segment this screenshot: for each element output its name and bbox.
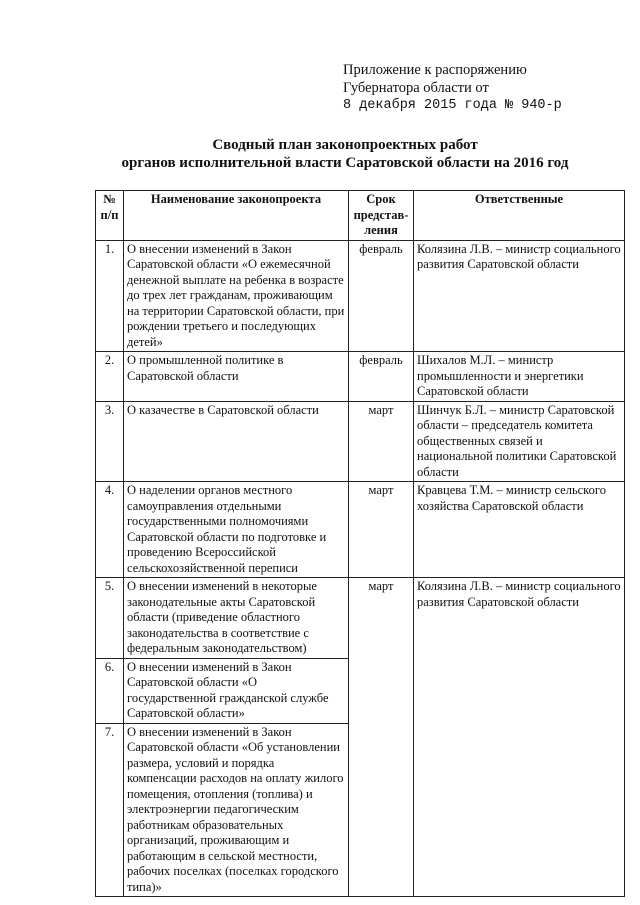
header-num: № п/п	[96, 191, 124, 241]
row-term: февраль	[349, 240, 414, 352]
header-name: Наименование законопроекта	[124, 191, 349, 241]
row-term: февраль	[349, 352, 414, 402]
plan-table	[95, 190, 625, 897]
table-row	[96, 401, 625, 482]
title-line-1: Сводный план законопроектных работ	[212, 137, 478, 153]
row-term: март	[349, 482, 414, 578]
header-resp: Ответственные	[414, 191, 625, 241]
row-name: О внесении изменений в Закон Саратовской области «Об установлении размера, условий и порядка компенсации расходов на оплату жилого помещения, отопления (топлива) и электроэнергии педагогическим работникам образовательных организаций, проживающим и работающим в сельской местности, рабочих поселках (поселках городского типа)»	[124, 723, 349, 897]
header-term: Срок представ-ления	[349, 191, 414, 241]
row-name: О наделении органов местного самоуправления отдельными государственными полномочиями Саратовской области по подготовке и проведению Всероссийской сельскохозяйственной переписи	[124, 482, 349, 578]
row-num: 4.	[96, 482, 124, 578]
row-name: О промышленной политике в Саратовской области	[124, 352, 349, 402]
row-resp: Шихалов М.Л. – министр промышленности и энергетики Саратовской области	[414, 352, 625, 402]
row-num: 7.	[96, 723, 124, 897]
row-name: О внесении изменений в Закон Саратовской области «О государственной гражданской службе Саратовской области»	[124, 658, 349, 723]
table-header-row	[96, 191, 625, 241]
table-row	[96, 240, 625, 352]
row-num: 1.	[96, 240, 124, 352]
table-row	[96, 578, 625, 659]
document-title	[60, 136, 630, 172]
row-num: 2.	[96, 352, 124, 402]
row-name: О внесении изменений в Закон Саратовской области «О ежемесячной денежной выплате на ребенка в возрасте до трех лет гражданам, проживающим на территории Саратовской области, при рождении третьего и последующих детей»	[124, 240, 349, 352]
row-num: 6.	[96, 658, 124, 723]
row-resp: Шинчук Б.Л. – министр Саратовской области – председатель комитета общественных связей и национальной политики Саратовской области	[414, 401, 625, 482]
row-name: О казачестве в Саратовской области	[124, 401, 349, 482]
row-resp: Колязина Л.В. – министр социального развития Саратовской области	[414, 240, 625, 352]
row-name: О внесении изменений в некоторые законодательные акты Саратовской области (приведение областного законодательства в соответствие с федеральным законодательством)	[124, 578, 349, 659]
row-resp: Колязина Л.В. – министр социального развития Саратовской области	[414, 578, 625, 897]
row-num: 3.	[96, 401, 124, 482]
title-line-2: органов исполнительной власти Саратовской области на 2016 год	[121, 155, 569, 171]
appendix-line-2: Губернатора области от	[343, 80, 489, 96]
table-row	[96, 482, 625, 578]
table-row	[96, 352, 625, 402]
row-term: март	[349, 401, 414, 482]
row-term: март	[349, 578, 414, 897]
appendix-line-3: 8 декабря 2015 года № 940-р	[343, 98, 562, 113]
appendix-header	[343, 61, 633, 115]
row-num: 5.	[96, 578, 124, 659]
appendix-line-1: Приложение к распоряжению	[343, 62, 527, 78]
row-resp: Кравцева Т.М. – министр сельского хозяйства Саратовской области	[414, 482, 625, 578]
